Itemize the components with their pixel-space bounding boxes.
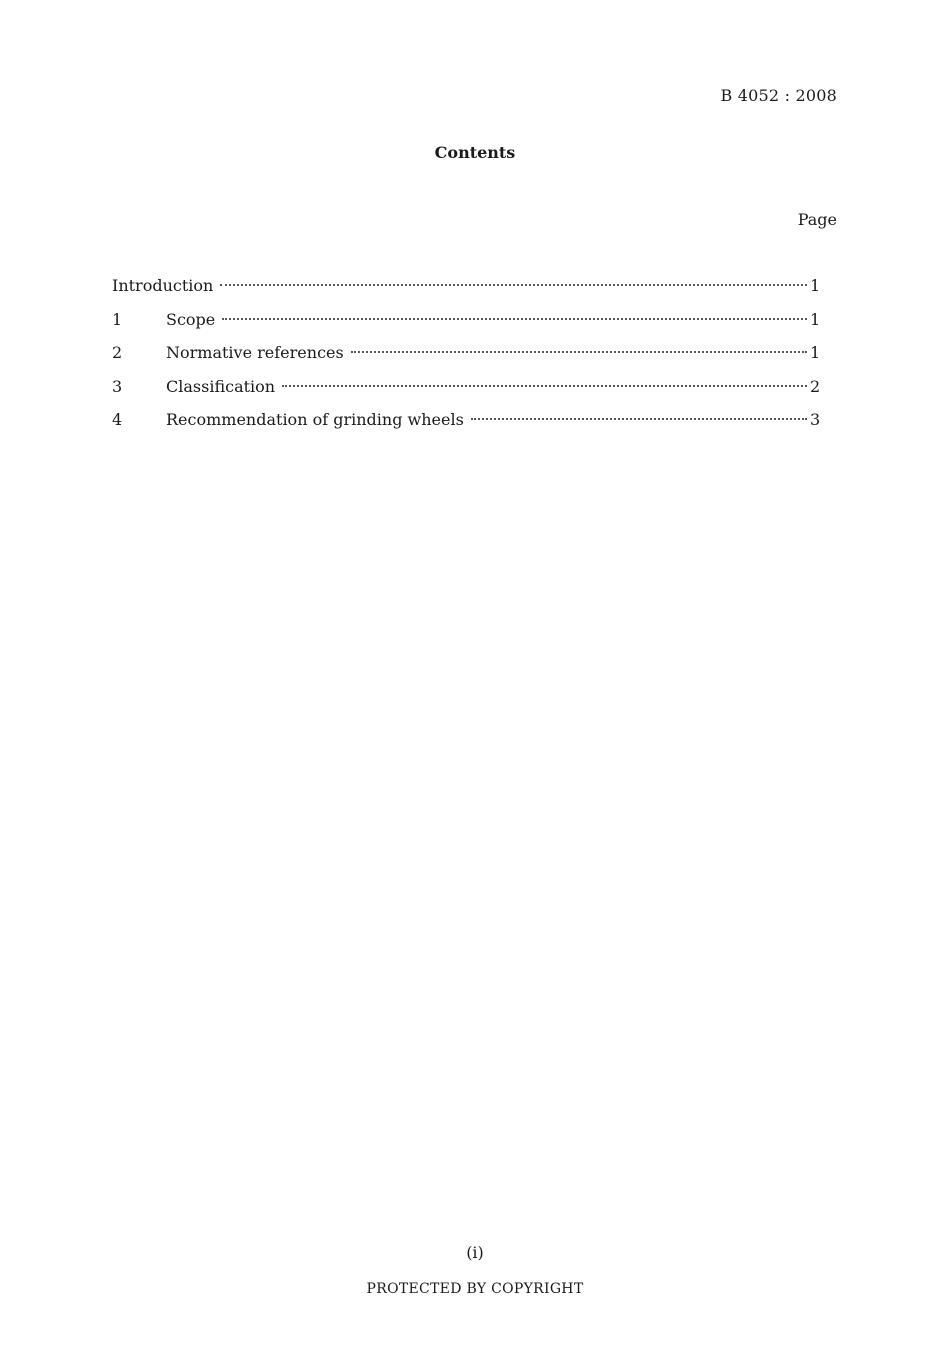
toc-entry-page: 2 bbox=[810, 376, 821, 396]
page-column-label: Page bbox=[797, 210, 837, 229]
toc-entry-title: Recommendation of grinding wheels bbox=[166, 410, 464, 429]
toc-entry-page: 3 bbox=[810, 410, 821, 429]
dot-leader bbox=[282, 384, 807, 387]
toc-entry-title: Classification bbox=[166, 376, 276, 396]
toc-entry-title: Normative references bbox=[166, 343, 344, 362]
dot-leader bbox=[220, 283, 807, 286]
toc-entry-page: 1 bbox=[810, 343, 821, 362]
toc-entry-number: 2 bbox=[112, 343, 123, 362]
toc-entry-scope[interactable] bbox=[112, 310, 820, 344]
toc-entry-title: Introduction bbox=[112, 276, 214, 295]
toc-entry-number: 3 bbox=[112, 376, 123, 396]
dot-leader bbox=[222, 317, 807, 320]
toc-entry-classification[interactable] bbox=[112, 377, 820, 411]
toc-entry-introduction[interactable] bbox=[112, 276, 820, 310]
toc-entry-page: 1 bbox=[810, 276, 821, 295]
toc-entry-title: Scope bbox=[166, 309, 216, 329]
copyright-notice: PROTECTED BY COPYRIGHT bbox=[366, 1281, 584, 1297]
page-title: Contents bbox=[434, 143, 516, 162]
toc-entry-normative-references[interactable] bbox=[112, 343, 820, 377]
toc-entry-number: 4 bbox=[112, 410, 123, 429]
dot-leader bbox=[471, 417, 807, 420]
table-of-contents bbox=[112, 276, 820, 444]
toc-entry-recommendation[interactable] bbox=[112, 410, 820, 444]
dot-leader bbox=[351, 350, 807, 353]
page-folio: (i) bbox=[466, 1243, 484, 1262]
toc-entry-number: 1 bbox=[112, 309, 123, 329]
toc-entry-page: 1 bbox=[810, 309, 821, 329]
standard-number: B 4052 : 2008 bbox=[720, 86, 837, 105]
